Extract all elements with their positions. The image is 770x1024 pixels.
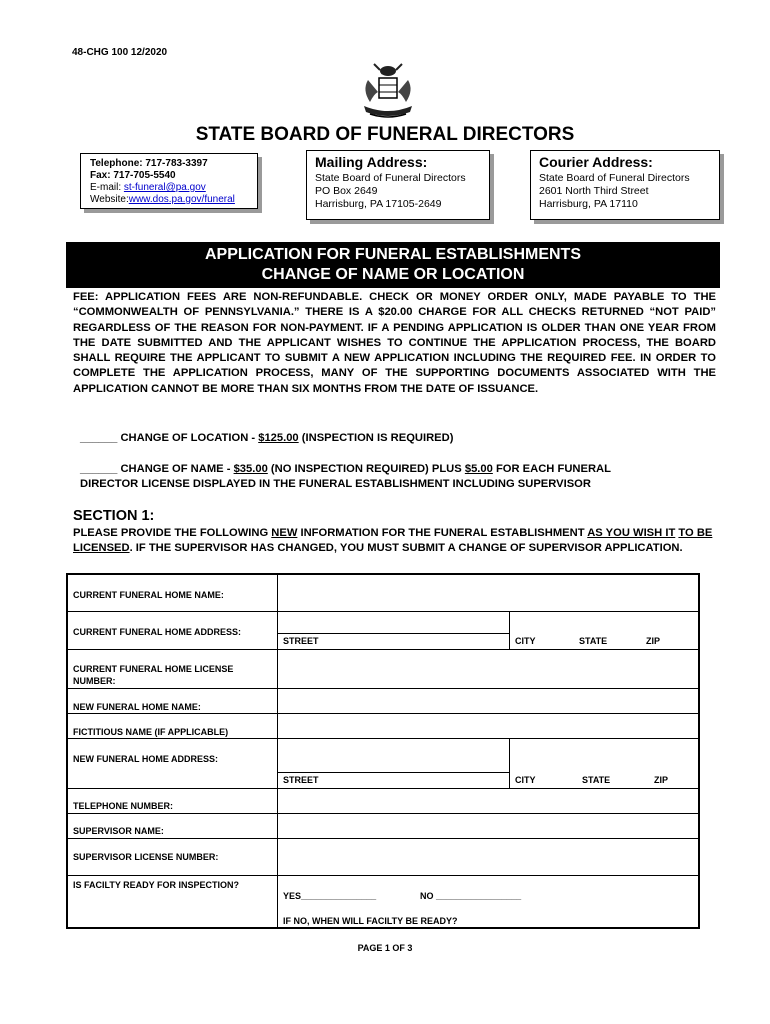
telephone-field[interactable] (278, 789, 698, 813)
email-label: E-mail: (90, 182, 124, 193)
name-middle: (NO INSPECTION REQUIRED) PLUS (267, 463, 465, 475)
section1-form-table (66, 573, 700, 929)
current-license-label-line1: CURRENT FUNERAL HOME LICENSE (73, 664, 234, 674)
name-suffix: FOR EACH FUNERAL (492, 463, 611, 475)
new-state-label: STATE (582, 775, 611, 785)
supervisor-license-field[interactable] (278, 839, 698, 875)
instr-part1: PLEASE PROVIDE THE FOLLOWING (73, 527, 272, 539)
current-license-label (73, 663, 233, 687)
application-banner (66, 242, 720, 288)
courier-heading: Courier Address: (539, 154, 653, 170)
mailing-line2: PO Box 2649 (315, 185, 378, 197)
website-label: Website: (90, 194, 129, 205)
location-prefix: CHANGE OF LOCATION - (117, 432, 259, 444)
option-change-of-name (80, 462, 720, 492)
location-fee: $125.00 (258, 432, 299, 444)
name-blank[interactable]: ______ (80, 463, 118, 475)
mailing-line1: State Board of Funeral Directors (315, 172, 466, 184)
new-address-label: NEW FUNERAL HOME ADDRESS: (73, 754, 219, 764)
ready-date-label: IF NO, WHEN WILL FACILTY BE READY? (283, 916, 458, 926)
instr-part3: INFORMATION FOR THE FUNERAL ESTABLISHMENT (297, 527, 588, 539)
current-license-label-line2: NUMBER: (73, 676, 116, 686)
fictitious-name-field[interactable] (278, 714, 698, 738)
name-line2: DIRECTOR LICENSE DISPLAYED IN THE FUNERAL ESTABLISHMENT INCLUDING SUPERVISOR (80, 478, 591, 490)
form-id: 48-CHG 100 12/2020 (72, 47, 168, 58)
supervisor-license-label: SUPERVISOR LICENSE NUMBER: (73, 852, 219, 862)
fee-paragraph: FEE: APPLICATION FEES ARE NON-REFUNDABLE. CHECK OR MONEY ORDER ONLY, MADE PAYABLE TO THE “COMMONWEALTH OF PENNSYLVANIA.” THERE IS A $20.00 CHARGE FOR ALL CHECKS RETURNED “NOT PAID” REGARDLESS OF THE REASON FOR NON-PAYMENT. IF A PENDING APPLICATION IS OLDER THAN ONE YEAR FROM THE DATE SUBMITTED AND THE APPLICANT WISHES TO CONTINUE THE APPLICATION PROCESS, THE BOARD SHALL REQUIRE THE APPLICANT TO SUBMIT A NEW APPLICATION INCLUDING THE REQUIRED FEE. IN ORDER TO COMPLETE THE APPLICATION PROCESS, MANY OF THE SUPPORTING DOCUMENTS ASSOCIATED WITH THE APPLICATION CANNOT BE MORE THAN SIX MONTHS FROM THE DATE OF ISSUANCE. (73, 291, 716, 395)
current-address-label: CURRENT FUNERAL HOME ADDRESS: (73, 627, 242, 637)
banner-line1: APPLICATION FOR FUNERAL ESTABLISHMENTS (205, 246, 581, 263)
ready-for-inspection-label: IS FACILTY READY FOR INSPECTION? (73, 880, 240, 890)
contact-box (80, 153, 258, 209)
courier-line1: State Board of Funeral Directors (539, 172, 690, 184)
page-number: PAGE 1 OF 3 (357, 943, 413, 953)
page-title: STATE BOARD OF FUNERAL DIRECTORS (195, 124, 575, 145)
courier-address-box (530, 150, 720, 220)
fax-text: Fax: 717-705-5540 (90, 170, 176, 181)
location-suffix: (INSPECTION IS REQUIRED) (298, 432, 454, 444)
instr-part7: . IF THE SUPERVISOR HAS CHANGED, YOU MUST SUBMIT A CHANGE OF SUPERVISOR APPLICATION. (129, 542, 683, 554)
instr-to-be-licensed: TO BE LICENSED (73, 527, 713, 554)
mailing-heading: Mailing Address: (315, 154, 428, 170)
telephone-text: Telephone: 717-783-3397 (90, 158, 208, 169)
email-link[interactable]: st-funeral@pa.gov (123, 182, 206, 193)
license-fee: $5.00 (464, 463, 493, 475)
pennsylvania-coat-of-arms-icon (358, 62, 418, 122)
website-row (90, 194, 257, 206)
banner-line2: CHANGE OF NAME OR LOCATION (261, 266, 525, 283)
instr-as-you-wish: AS YOU WISH IT (587, 527, 676, 539)
website-link[interactable]: www.dos.pa.gov/funeral (128, 194, 235, 205)
new-street-label: STREET (283, 775, 319, 785)
fictitious-name-label: FICTITIOUS NAME (IF APPLICABLE) (73, 727, 229, 737)
option-change-of-location (80, 431, 720, 446)
name-prefix: CHANGE OF NAME - (117, 463, 234, 475)
current-street-label: STREET (283, 636, 319, 646)
current-license-field[interactable] (278, 650, 698, 688)
supervisor-name-label: SUPERVISOR NAME: (73, 826, 164, 836)
current-city-label: CITY (515, 636, 536, 646)
new-city-label: CITY (515, 775, 536, 785)
supervisor-name-field[interactable] (278, 814, 698, 838)
location-blank[interactable]: ______ (80, 432, 118, 444)
current-name-field[interactable] (278, 575, 698, 611)
section-instructions (73, 526, 713, 556)
courier-line3: Harrisburg, PA 17110 (539, 198, 638, 210)
courier-line2: 2601 North Third Street (539, 185, 649, 197)
current-street-field[interactable] (278, 612, 509, 633)
name-fee: $35.00 (233, 463, 268, 475)
email-row (90, 182, 257, 194)
new-zip-label: ZIP (654, 775, 669, 785)
ready-yes-field[interactable]: YES_______________ (283, 891, 377, 901)
new-name-field[interactable] (278, 689, 698, 713)
section-heading: SECTION 1: (73, 508, 155, 524)
new-name-label: NEW FUNERAL HOME NAME: (73, 702, 201, 712)
new-street-field[interactable] (278, 739, 509, 772)
current-zip-label: ZIP (646, 636, 661, 646)
telephone-label: TELEPHONE NUMBER: (73, 801, 174, 811)
current-state-label: STATE (579, 636, 608, 646)
ready-no-field[interactable]: NO _________________ (420, 891, 522, 901)
current-name-label: CURRENT FUNERAL HOME NAME: (73, 590, 224, 600)
mailing-address-box (306, 150, 490, 220)
instr-new: NEW (271, 527, 298, 539)
mailing-line3: Harrisburg, PA 17105-2649 (315, 198, 442, 210)
